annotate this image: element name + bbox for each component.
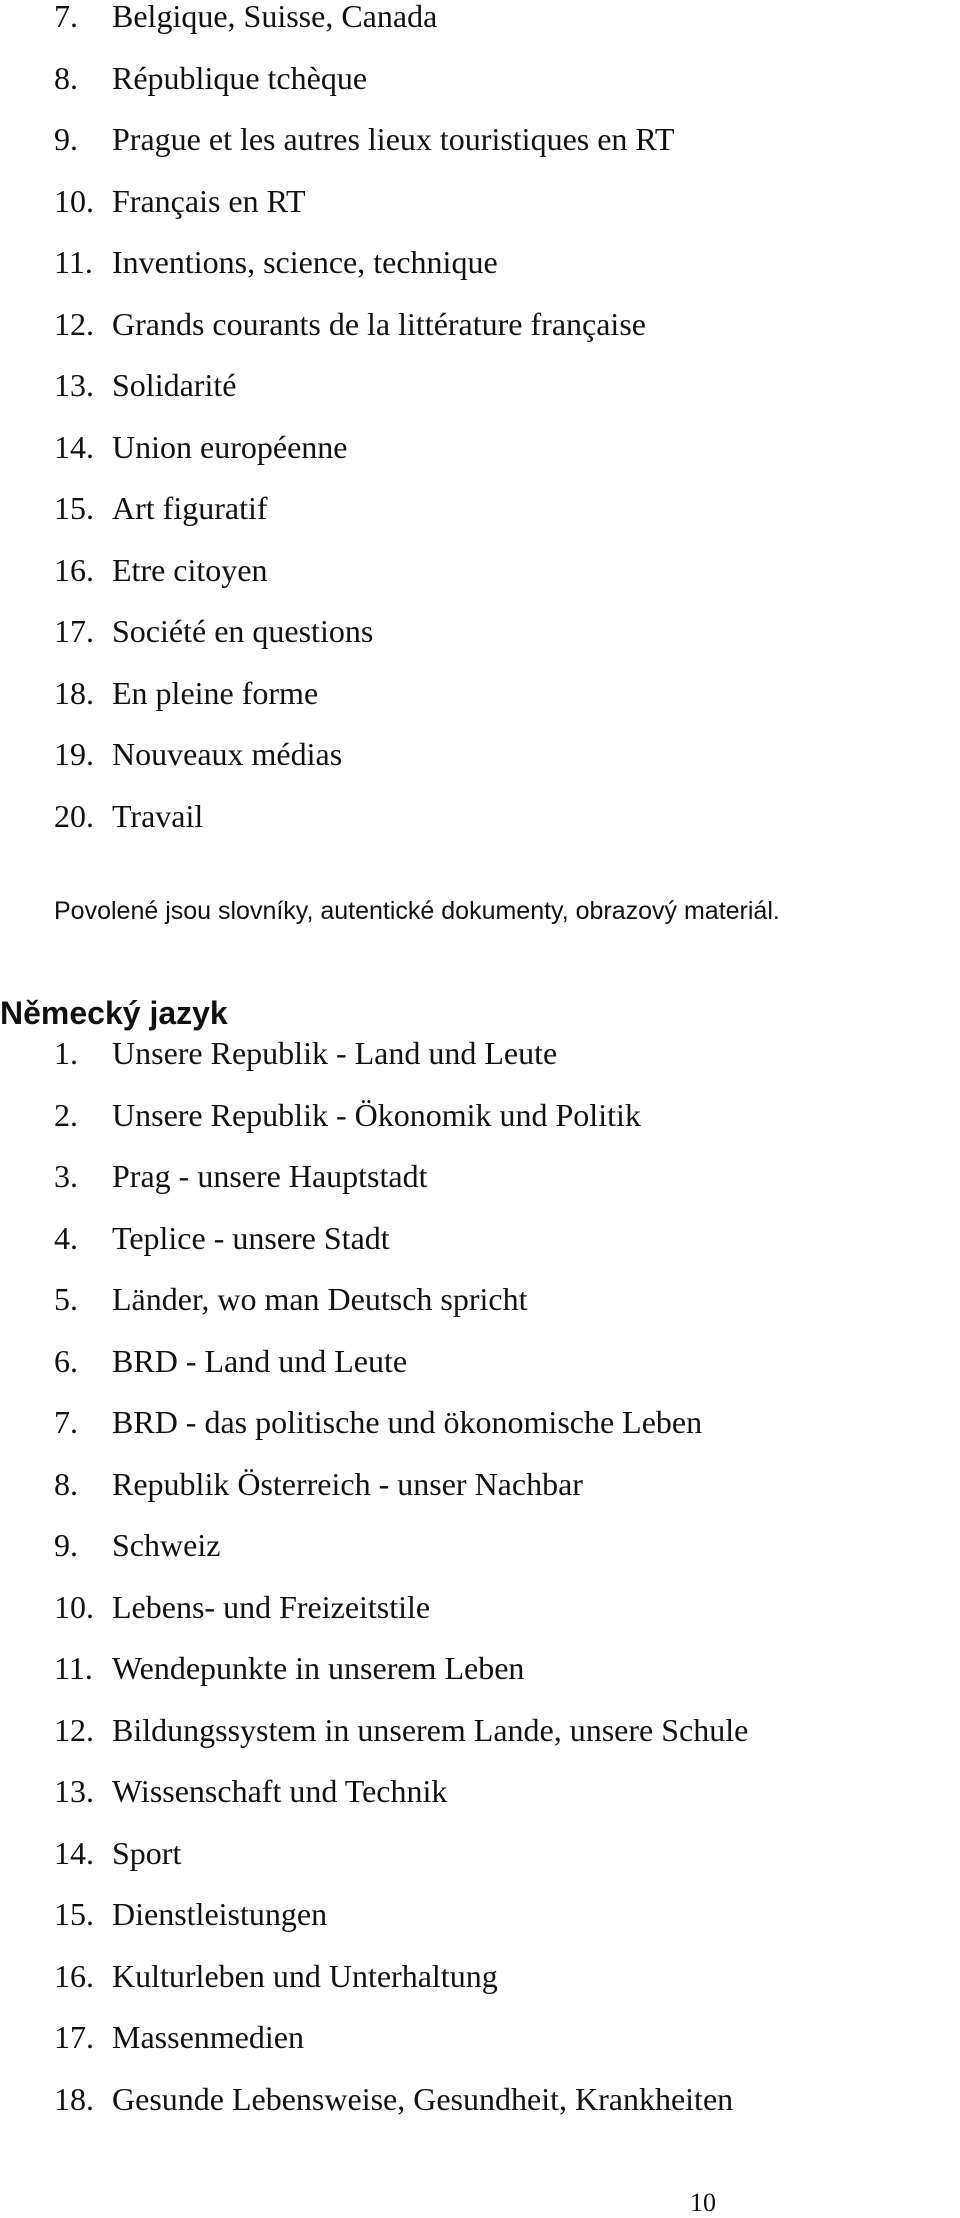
- item-text: Prague et les autres lieux touristiques en RT: [112, 121, 675, 157]
- item-text: Unsere Republik - Ökonomik und Politik: [112, 1096, 641, 1133]
- list-item: [0, 601, 960, 663]
- list-item: [0, 1823, 960, 1885]
- item-number: 3.: [54, 1158, 78, 1194]
- list-item: [0, 478, 960, 540]
- list-item: [0, 2007, 960, 2069]
- item-text: Gesunde Lebensweise, Gesundheit, Krankheiten: [112, 2080, 734, 2117]
- item-text: Lebens- und Freizeitstile: [112, 1588, 431, 1625]
- item-number: 8.: [54, 1465, 78, 1502]
- list-item: [0, 540, 960, 602]
- item-text: Republik Österreich - unser Nachbar: [112, 1465, 583, 1502]
- list-item: [0, 171, 960, 233]
- item-text: BRD - das politische und ökonomische Leben: [112, 1404, 703, 1440]
- item-number: 17.: [54, 613, 94, 649]
- list-item: [0, 1146, 960, 1208]
- item-text: Etre citoyen: [112, 551, 268, 588]
- item-text: BRD - Land und Leute: [112, 1342, 408, 1379]
- list-item: [0, 1638, 960, 1700]
- item-text: Solidarité: [112, 367, 237, 403]
- allowed-materials-note: Povolené jsou slovníky, autentické dokumenty, obrazový materiál.: [54, 897, 780, 925]
- list-item: [0, 355, 960, 417]
- item-text: Inventions, science, technique: [112, 244, 498, 280]
- list-item: [0, 1454, 960, 1516]
- item-text: Union européenne: [112, 428, 348, 465]
- item-text: Prag - unsere Hauptstadt: [112, 1158, 428, 1194]
- list-item: [0, 2069, 960, 2131]
- list-item: [0, 1208, 960, 1270]
- list-item: [0, 48, 960, 110]
- item-number: 15.: [54, 1896, 94, 1932]
- item-number: 11.: [54, 244, 93, 280]
- list-item: [0, 1577, 960, 1639]
- list-item: [0, 0, 960, 48]
- item-text: Teplice - unsere Stadt: [112, 1219, 390, 1256]
- item-text: Wissenschaft und Technik: [112, 1773, 448, 1809]
- item-number: 16.: [54, 1957, 94, 1994]
- item-number: 4.: [54, 1219, 78, 1256]
- german-topic-list: [0, 1023, 960, 2130]
- item-text: Wendepunkte in unserem Leben: [112, 1650, 525, 1686]
- item-number: 9.: [54, 121, 78, 157]
- item-text: Sport: [112, 1834, 182, 1871]
- section-heading-german: Německý jazyk: [0, 994, 228, 1031]
- item-text: Grands courants de la littérature française: [112, 305, 646, 342]
- list-item: [0, 417, 960, 479]
- list-item: [0, 294, 960, 356]
- item-number: 16.: [54, 551, 94, 588]
- item-number: 9.: [54, 1527, 78, 1563]
- item-text: Dienstleistungen: [112, 1896, 328, 1932]
- list-item: [0, 1700, 960, 1762]
- item-number: 8.: [54, 59, 78, 96]
- list-item: [0, 663, 960, 725]
- item-number: 10.: [54, 1588, 94, 1625]
- item-number: 6.: [54, 1342, 78, 1379]
- list-item: [0, 1884, 960, 1946]
- item-number: 14.: [54, 428, 94, 465]
- item-number: 1.: [54, 1035, 78, 1071]
- item-text: Bildungssystem in unserem Lande, unsere Schule: [112, 1711, 749, 1748]
- item-text: Länder, wo man Deutsch spricht: [112, 1281, 528, 1317]
- list-item: [0, 1946, 960, 2008]
- item-number: 5.: [54, 1281, 78, 1317]
- item-number: 13.: [54, 1773, 94, 1809]
- item-text: Société en questions: [112, 613, 374, 649]
- item-text: Kulturleben und Unterhaltung: [112, 1957, 498, 1994]
- list-item: [0, 1023, 960, 1085]
- item-number: 19.: [54, 736, 94, 772]
- item-number: 18.: [54, 674, 94, 711]
- item-text: Schweiz: [112, 1527, 221, 1563]
- item-number: 2.: [54, 1096, 78, 1133]
- list-item: [0, 232, 960, 294]
- item-number: 11.: [54, 1650, 93, 1686]
- list-item: [0, 1392, 960, 1454]
- item-number: 12.: [54, 1711, 94, 1748]
- list-item: [0, 786, 960, 848]
- item-text: Belgique, Suisse, Canada: [112, 0, 438, 34]
- french-topic-list: [0, 0, 960, 847]
- list-item: [0, 724, 960, 786]
- item-number: 14.: [54, 1834, 94, 1871]
- item-text: Français en RT: [112, 182, 306, 219]
- item-number: 7.: [54, 1404, 78, 1440]
- item-number: 13.: [54, 367, 94, 403]
- item-text: Travail: [112, 797, 204, 834]
- list-item: [0, 1269, 960, 1331]
- item-text: Massenmedien: [112, 2019, 304, 2055]
- item-number: 20.: [54, 797, 94, 834]
- list-item: [0, 1761, 960, 1823]
- item-text: Nouveaux médias: [112, 736, 343, 772]
- list-item: [0, 1515, 960, 1577]
- item-number: 15.: [54, 490, 94, 526]
- item-number: 12.: [54, 305, 94, 342]
- item-text: Art figuratif: [112, 490, 268, 526]
- item-text: Unsere Republik - Land und Leute: [112, 1035, 558, 1071]
- item-number: 17.: [54, 2019, 94, 2055]
- item-text: En pleine forme: [112, 674, 319, 711]
- item-number: 7.: [54, 0, 78, 34]
- list-item: [0, 1085, 960, 1147]
- item-number: 18.: [54, 2080, 94, 2117]
- item-text: République tchèque: [112, 59, 368, 96]
- list-item: [0, 109, 960, 171]
- item-number: 10.: [54, 182, 94, 219]
- list-item: [0, 1331, 960, 1393]
- page-number: 10: [690, 2188, 716, 2217]
